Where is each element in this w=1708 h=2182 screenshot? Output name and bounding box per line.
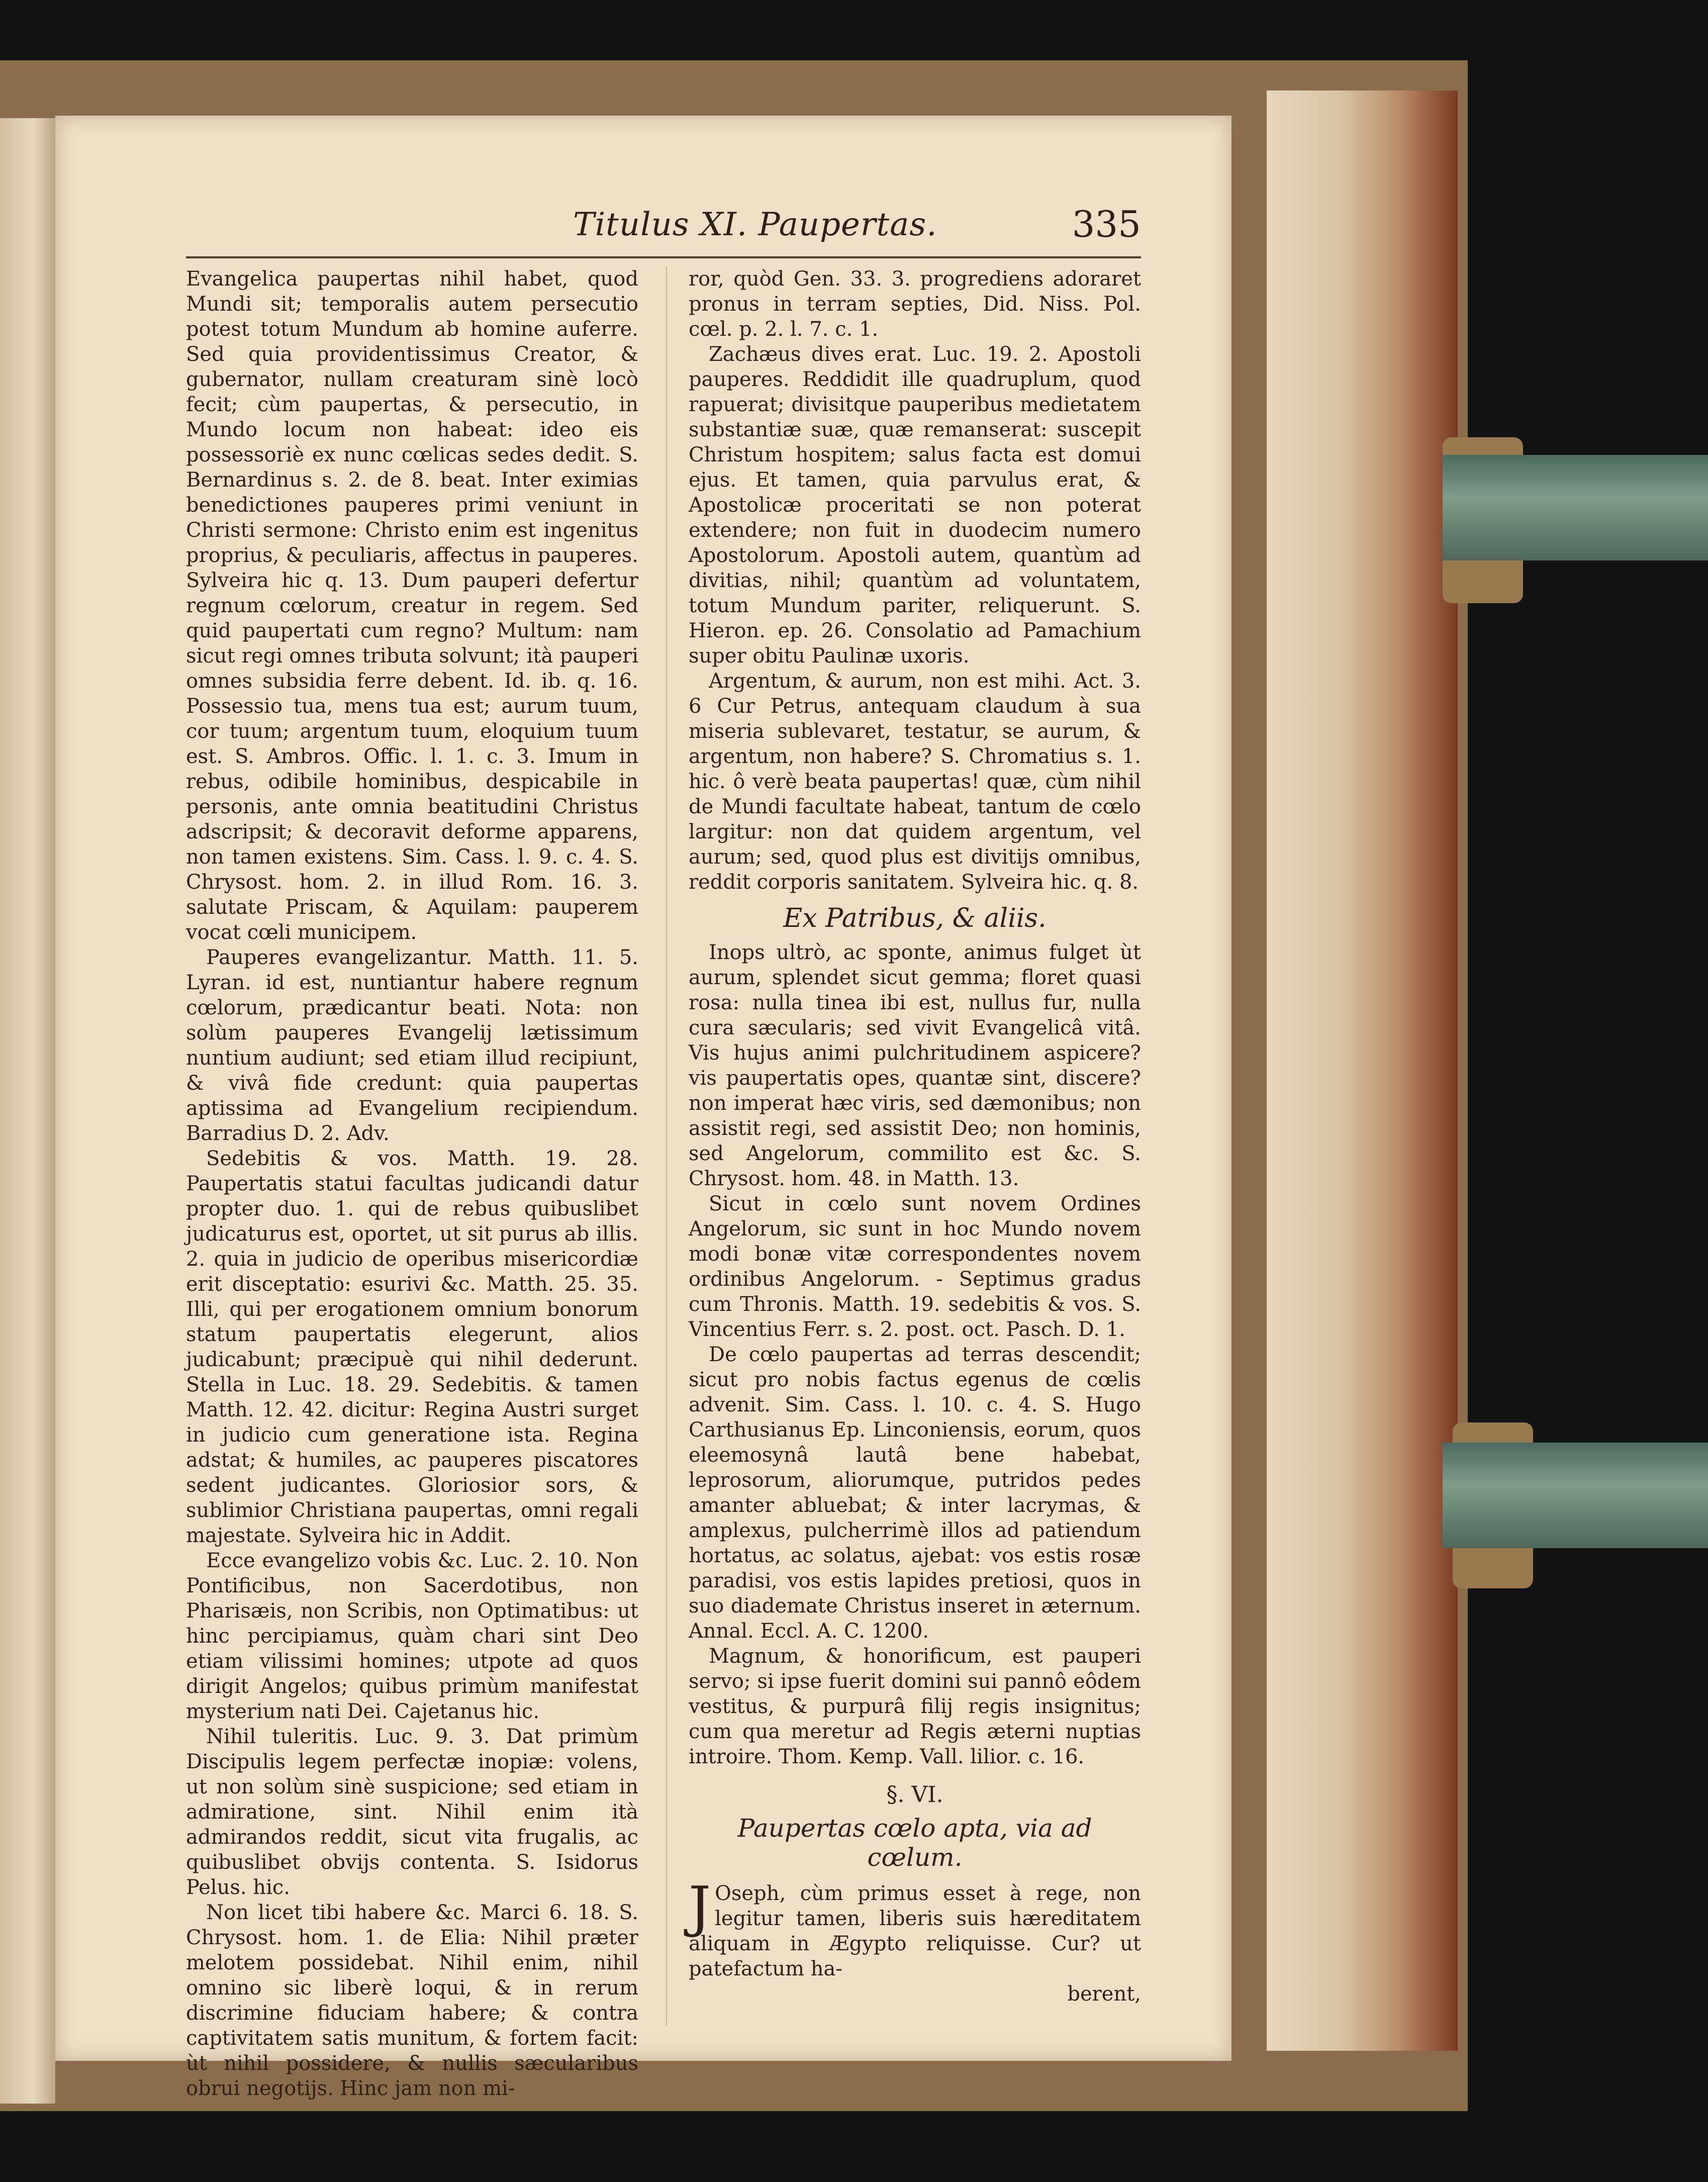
left-paragraph: Non licet tibi habere &c. Marci 6. 18. S. Chrysost. hom. 1. de Elia: Nihil præter melotem possidebat. Nihil enim, nihil omnino sic liberè loqui, & in rerum discrimine fiduciam habere; & contra captivitatem satis munitum, & fortem facit: ùt nihil possidere, & nullis sæcularibus obrui negotijs. Hinc jam non mi- — [186, 1901, 638, 2100]
right-paragraph: Zachæus dives erat. Luc. 19. 2. Apostoli pauperes. Reddidit ille quadruplum, quod rapuerat; divisitque pauperibus medietatem substantiæ suæ, quæ remanserat: suscepit Christum hospitem; salus facta est domui ejus. Et tamen, quia parvulus erat, & Apostolicæ proceritati se non poterat extendere; non fuit in duodecim numero Apostolorum. Apostoli autem, quantùm ad divitias, nihil; quantùm ad voluntatem, totum Mundum pariter, reliquerunt. S. Hieron. ep. 26. Consolatio ad Pamachium super obitu Paulinæ uxoris. — [689, 343, 1141, 668]
right-paragraph: ror, quòd Gen. 33. 3. progrediens adoraret pronus in terram septies, Did. Niss. Pol. cœl. p. 2. l. 7. c. 1. — [689, 267, 1141, 341]
left-column — [186, 266, 638, 2101]
book-page — [55, 116, 1231, 2100]
right-paragraph: Magnum, & honorificum, est pauperi servo; si ipse fuerit domini sui pannô eôdem vestitus, & purpurâ filij regis insignitus; cum qua meretur ad Regis æterni nuptias introire. Thom. Kemp. Vall. lilior. c. 16. — [689, 1645, 1141, 1768]
page-title: Titulus XI. Paupertas. — [573, 206, 937, 243]
page-edges — [1267, 90, 1458, 2051]
section-heading: Ex Patribus, & aliis. — [783, 903, 1047, 933]
paragraph-mark: §. VI. — [886, 1782, 943, 1808]
right-paragraph: Sicut in cœlo sunt novem Ordines Angelorum, sic sunt in hoc Mundo novem modi bonæ vitæ correspondentes novem ordinibus Angelorum. - Septimus gradus cum Thronis. Matth. 19. sedebitis & vos. S. Vincentius Ferr. s. 2. post. oct. Pasch. D. 1. — [689, 1192, 1141, 1341]
column-gutter — [666, 266, 667, 2026]
drop-cap: J — [689, 1874, 711, 1939]
subheading: Paupertas cœlo apta, via ad cœlum. — [737, 1814, 1092, 1872]
metal-clasp-bottom — [1443, 1443, 1708, 1548]
facing-page-edge — [0, 118, 55, 2104]
right-paragraph: Inops ultrò, ac sponte, animus fulget ùt aurum, splendet sicut gemma; floret quasi rosa: nulla tinea ibi est, nullus fur, nulla cura sæcularis; sed vivit Evangelicâ vitâ. Vis hujus animi pulchritudinem aspicere? vis paupertatis opes, quantæ sint, discere? non imperat hæc viris, sed dæmonibus; non assistit regi, sed assistit Deo; non hominis, sed Angelorum, commilito est &c. S. Chrysost. hom. 48. in Matth. 13. — [689, 941, 1141, 1190]
right-paragraph: De cœlo paupertas ad terras descendit; sicut pro nobis factus egenus de cœlis advenit. Sim. Cass. l. 10. c. 4. S. Hugo Carthusianus Ep. Linconiensis, eorum, quos eleemosynâ lautâ bene habebat, leprosorum, aliorumque, putridos pedes amanter abluebat; & inter lacrymas, & amplexus, pulcherrimè illos ad patiendum hortatus, ac solatus, ajebat: vos estis rosæ paradisi, vos estis lapides pretiosi, quos in suo diademate Christus inseret in æternum. Annal. Eccl. A. C. 1200. — [689, 1343, 1141, 1643]
right-column — [689, 266, 1141, 2007]
left-paragraph: Evangelica paupertas nihil habet, quod Mundi sit; temporalis autem persecutio potest totum Mundum ab homine auferre. Sed quia providentissimus Creator, & gubernator, nullam creaturam sinè locò fecit; cùm paupertas, & persecutio, in Mundo locum non habeat: ideo eis possessoriè ex nunc cœlicas sedes dedit. S. Bernardinus s. 2. de 8. beat. Inter eximias benedictiones pauperes primi veniunt in Christi sermone: Christo enim est ingenitus proprius, & peculiaris, affectus in pauperes. Sylveira hic q. 13. Dum pauperi defertur regnum cœlorum, creatur in regem. Sed quid paupertati cum regno? Multum: nam sicut regi omnes tributa solvunt; ità pauperi omnes subsidia ferre debent. Id. ib. q. 16. Possessio tua, mens tua est; aurum tuum, cor tuum; argentum tuum, eloquium tuum est. S. Ambros. Offic. l. 1. c. 3. Imum in rebus, odibile hominibus, despicabile in personis, ante omnia beatitudini Christus adscripsit; & decoravit deforme apparens, non tamen existens. Sim. Cass. l. 9. c. 4. S. Chrysost. hom. 2. in illud Rom. 16. 3. salutate Priscam, & Aquilam: pauperem vocat cœli municipem. — [186, 267, 638, 944]
left-paragraph: Pauperes evangelizantur. Matth. 11. 5. Lyran. id est, nuntiantur habere regnum cœlorum, prædicantur beati. Nota: non solùm pauperes Evangelij lætissimum nuntium audiunt; sed etiam illud recipiunt, & vivâ fide credunt: quia paupertas aptissima ad Evangelium recipiendum. Barradius D. 2. Adv. — [186, 946, 638, 1145]
right-paragraph: Argentum, & aurum, non est mihi. Act. 3. 6 Cur Petrus, antequam claudum à sua miseria sublevaret, testatur, se aurum, & argentum, non habere? S. Chromatius s. 1. hic. ô verè beata paupertas! quæ, cùm nihil de Mundi facultate habeat, tantum de cœlo largitur: non dat quidem argentum, vel aurum; sed, quod plus est divitijs omnibus, reddit corporis sanitatem. Sylveira hic. q. 8. — [689, 670, 1141, 894]
final-paragraph — [689, 1874, 1141, 1981]
page-number: 335 — [1072, 203, 1141, 245]
left-paragraph: Sedebitis & vos. Matth. 19. 28. Paupertatis statui facultas judicandi datur propter duo. 1. qui de rebus quibuslibet judicaturus est, oportet, ut sit purus ab illis. 2. quia in judicio de operibus misericordiæ erit disceptatio: esurivi &c. Matth. 25. 35. Illi, qui per erogationem omnium bonorum statum paupertatis elegerunt, alios judicabunt; præcipuè qui nihil dederunt. Stella in Luc. 18. 29. Sedebitis. & tamen Matth. 12. 42. dicitur: Regina Austri surget in judicio cum generatione ista. Regina adstat; & humiles, ac pauperes piscatores sedent judicantes. Gloriosior sors, & sublimior Christiana paupertas, omni regali majestate. Sylveira hic in Addit. — [186, 1147, 638, 1547]
metal-clasp-top — [1443, 455, 1708, 560]
header-rule — [186, 256, 1141, 258]
page-content — [186, 203, 1141, 2100]
final-paragraph-text: Oseph, cùm primus esset à rege, non legitur tamen, liberis suis hæreditatem aliquam in Ægypto reliquisse. Cur? ut patefactum ha- — [689, 1882, 1141, 1980]
left-paragraph: Nihil tuleritis. Luc. 9. 3. Dat primùm Discipulis legem perfectæ inopiæ: volens, ut non solùm sinè suspicione; sed etiam in admiratione, sint. Nihil enim ità admirandos reddit, sicut vita frugalis, ac quibuslibet obvijs contenta. S. Isidorus Pelus. hic. — [186, 1725, 638, 1899]
running-head — [186, 203, 1141, 251]
left-paragraph: Ecce evangelizo vobis &c. Luc. 2. 10. Non Pontificibus, non Sacerdotibus, non Pharisæis, non Scribis, non Optimatibus: ut hinc percipiamus, quàm chari sint Deo etiam vilissimi homines; utpote ad quos dirigit Angelos; quibus primùm manifestat mysterium nati Dei. Cajetanus hic. — [186, 1549, 638, 1723]
catchword: berent, — [1067, 1982, 1141, 2006]
